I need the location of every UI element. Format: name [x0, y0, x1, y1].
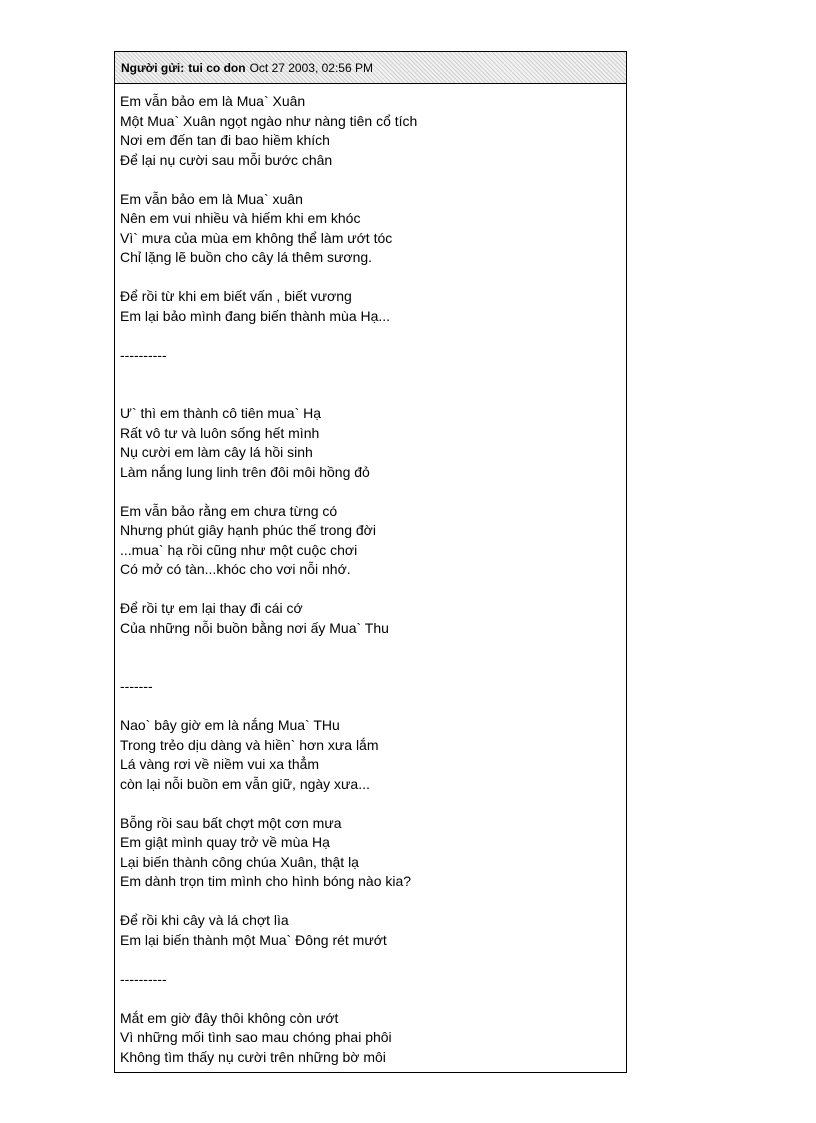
- poem-line: ----------: [120, 970, 167, 987]
- poem-line: Em lại bảo mình đang biến thành mùa Hạ...: [120, 307, 391, 324]
- poem-line: Chỉ lặng lẽ buồn cho cây lá thêm sương.: [120, 249, 373, 265]
- poem-line: Nơi em đến tan đi bao hiềm khích: [120, 132, 330, 148]
- post-date: Oct 27 2003, 02:56 PM: [249, 60, 373, 75]
- poem-line: -------: [120, 678, 153, 694]
- poem-line: Mắt em giờ đây thôi không còn ướt: [120, 1009, 339, 1026]
- poem-line: Em dành trọn tim mình cho hình bóng nào kia?: [120, 873, 412, 889]
- poem-line: Có mở có tàn...khóc cho vơi nỗi nhớ.: [120, 561, 351, 577]
- poem-line: Em vẫn bảo rằng em chưa từng có: [120, 502, 338, 519]
- poem-line: Nên em vui nhiều và hiếm khi em khóc: [120, 210, 361, 226]
- sender-name: tui co don: [188, 60, 246, 75]
- poem-line: Em giật mình quay trở về mùa Hạ: [120, 834, 330, 850]
- poem-line: [120, 482, 621, 502]
- poem-line: [120, 365, 621, 385]
- poem-line: [120, 794, 621, 814]
- poem-line: Để rồi khi cây và lá chợt lìa: [120, 912, 289, 928]
- poem-line: [120, 580, 621, 600]
- poem-line: Lại biến thành công chúa Xuân, thật lạ: [120, 853, 359, 870]
- poem-line: Trong trẻo dịu dàng và hiền` hơn xưa lắm: [120, 736, 379, 753]
- poem-line: Làm nắng lung linh trên đôi môi hồng đỏ: [120, 463, 370, 480]
- poem-line: Để rồi tự em lại thay đi cái cớ: [120, 600, 303, 616]
- poem-line: [120, 950, 621, 970]
- poem-line: Vì những mối tình sao mau chóng phai phôi: [120, 1029, 392, 1045]
- poem-line: [120, 326, 621, 346]
- poem-line: Nhưng phút giây hạnh phúc thế trong đời: [120, 522, 376, 538]
- poem-line: Để lại nụ cười sau mỗi bước chân: [120, 151, 333, 168]
- poem-line: Vì` mưa của mùa em không thể làm ướt tóc: [120, 229, 393, 246]
- poem-line: [120, 268, 621, 288]
- poem-line: ----------: [120, 346, 167, 363]
- poem-line: Lá vàng rơi về niềm vui xa thẳm: [120, 756, 320, 772]
- sender-label: Người gửi:: [121, 60, 185, 75]
- poem-line: Của những nỗi buồn bằng nơi ấy Mua` Thu: [120, 619, 389, 636]
- poem-line: [120, 892, 621, 912]
- poem-line: Em lại biến thành một Mua` Đông rét mướt: [120, 931, 387, 948]
- poem-line: Em vẫn bảo em là Mua` xuân: [120, 190, 303, 207]
- poem-line: Rất vô tư và luôn sống hết mình: [120, 424, 320, 441]
- poem-line: [120, 638, 621, 658]
- forum-post: [114, 51, 627, 1073]
- poem-line: còn lại nỗi buồn em vẫn giữ, ngày xưa...: [120, 775, 370, 792]
- poem-line: Nao` bây giờ em là nắng Mua` THu: [120, 717, 340, 733]
- poem-line: Không tìm thấy nụ cười trên những bờ môi: [120, 1048, 386, 1065]
- poem-line: [120, 697, 621, 717]
- poem-line: Ư` thì em thành cô tiên mua` Hạ: [120, 405, 322, 421]
- poem-line: [120, 385, 621, 405]
- post-header: [115, 52, 626, 84]
- poem-line: [120, 989, 621, 1009]
- poem-line: Em vẫn bảo em là Mua` Xuân: [120, 93, 306, 109]
- poem-line: ...mua` hạ rồi cũng như một cuộc chơi: [120, 541, 358, 558]
- poem-line: [120, 658, 621, 678]
- poem-line: Một Mua` Xuân ngọt ngào như nàng tiên cổ tích: [120, 112, 418, 129]
- poem-line: [120, 170, 621, 190]
- poem-line: Nụ cười em làm cây lá hồi sinh: [120, 444, 313, 460]
- post-body: [115, 84, 626, 1067]
- poem-line: Bỗng rồi sau bất chợt một cơn mưa: [120, 814, 342, 831]
- poem-line: Để rồi từ khi em biết vấn , biết vương: [120, 288, 352, 304]
